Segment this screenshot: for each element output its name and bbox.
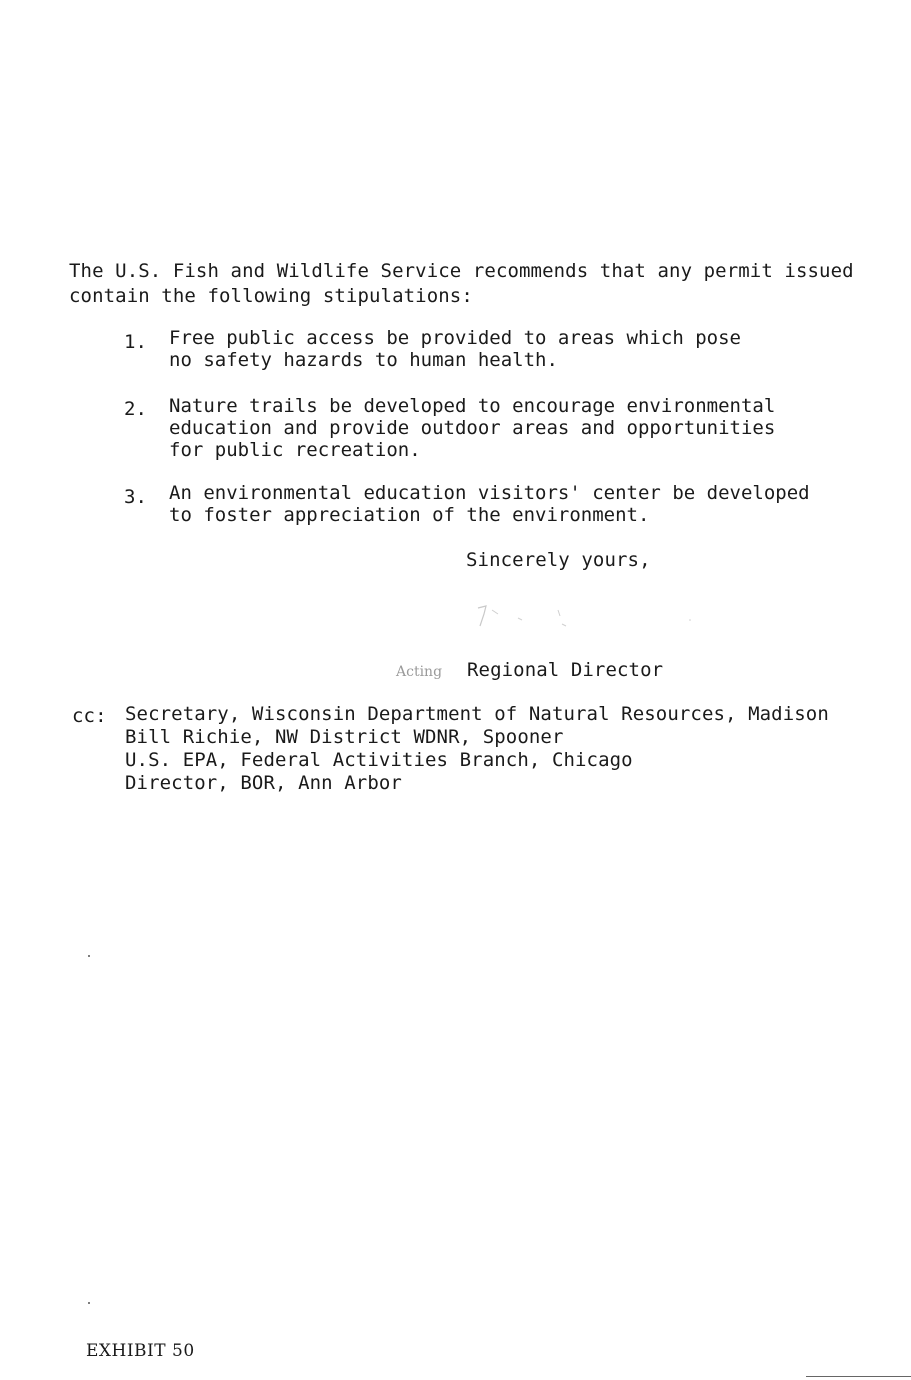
item-3-line-1: An environmental education visitors' center be developed — [169, 482, 810, 504]
scan-speck — [88, 1302, 90, 1304]
item-1-number: 1. — [124, 331, 147, 353]
item-2-text — [169, 395, 775, 461]
bottom-edge-line — [806, 1376, 911, 1377]
item-1-line-2: no safety hazards to human health. — [169, 349, 558, 371]
item-3-number: 3. — [124, 486, 147, 508]
cc-line-4: Director, BOR, Ann Arbor — [125, 772, 402, 794]
item-3-line-2: to foster appreciation of the environment. — [169, 504, 650, 526]
item-2-line-2: education and provide outdoor areas and opportunities — [169, 417, 776, 439]
cc-label: cc: — [72, 705, 107, 727]
acting-stamp: Acting — [396, 664, 443, 680]
item-2-line-1: Nature trails be developed to encourage environmental — [169, 395, 776, 417]
item-1-line-1: Free public access be provided to areas which pose — [169, 327, 741, 349]
cc-list — [125, 703, 829, 795]
cc-line-3: U.S. EPA, Federal Activities Branch, Chicago — [125, 749, 633, 771]
intro-line-1: The U.S. Fish and Wildlife Service recommends that any permit issued — [69, 260, 854, 282]
item-1-text — [169, 327, 741, 371]
signatory-title: Regional Director — [467, 659, 664, 681]
scan-speck — [88, 955, 90, 957]
intro-line-2: contain the following stipulations: — [69, 285, 473, 307]
signature-image — [470, 600, 700, 640]
cc-line-2: Bill Richie, NW District WDNR, Spooner — [125, 726, 564, 748]
cc-line-1: Secretary, Wisconsin Department of Natural Resources, Madison — [125, 703, 829, 725]
intro-paragraph — [69, 260, 854, 310]
item-2-line-3: for public recreation. — [169, 439, 421, 461]
item-3-text — [169, 482, 810, 526]
closing: Sincerely yours, — [466, 549, 651, 571]
item-2-number: 2. — [124, 398, 147, 420]
exhibit-label: EXHIBIT 50 — [86, 1341, 195, 1361]
